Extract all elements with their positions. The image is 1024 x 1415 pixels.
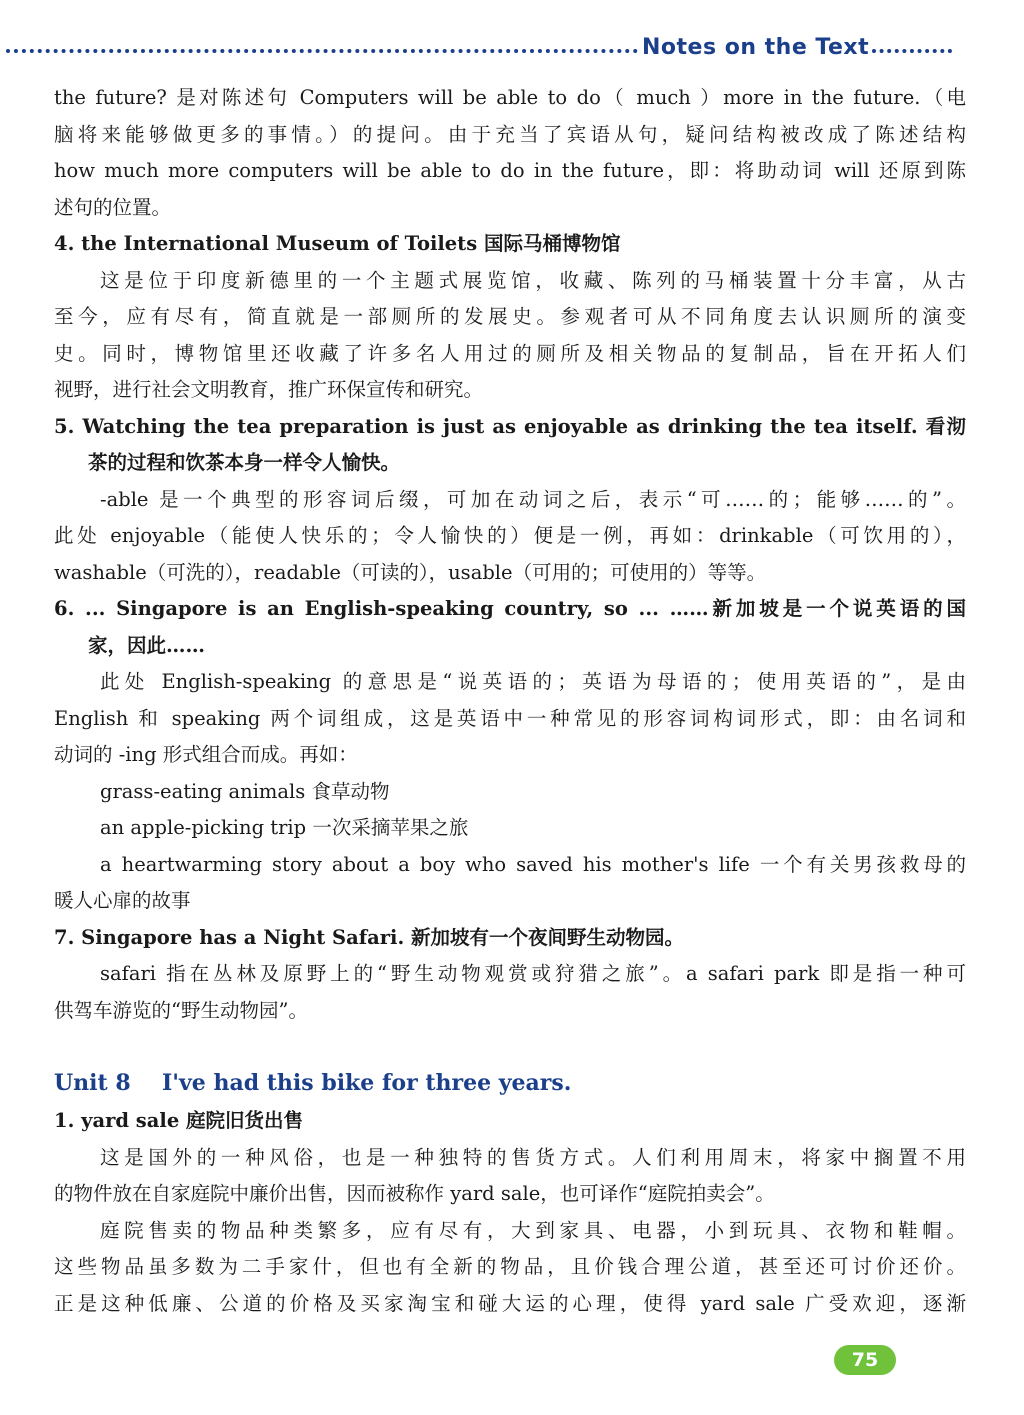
text-line: 庭院售卖的物品种类繁多，应有尽有，大到家具、电器，小到玩具、衣物和鞋帽。 — [100, 1218, 966, 1242]
text-line: 供驾车游览的“野生动物园”。 — [54, 998, 308, 1022]
text-line: the future? 是对陈述句 Computers will be able to do（ much ）more in the future.（电 — [54, 86, 966, 109]
note-4 — [54, 226, 966, 409]
text-line: 这些物品虽多数为二手家什，但也有全新的物品，且价钱合理公道，甚至还可讨价还价。 — [54, 1255, 966, 1278]
text-line: 正是这种低廉、公道的价格及买家淘宝和碰大运的心理，使得 yard sale 广受欢迎，逐渐 — [54, 1291, 966, 1315]
note-5 — [54, 409, 966, 592]
text-line: 脑将来能够做更多的事情。）的提问。由于充当了宾语从句，疑问结构被改成了陈述结构 — [54, 122, 966, 146]
text-line: how much more computers will be able to do in the future，即：将助动词 will 还原到陈 — [54, 159, 966, 182]
note-7 — [54, 920, 966, 1030]
intro-paragraph — [54, 80, 966, 226]
text-line: safari 指在丛林及原野上的“野生动物观赏或狩猎之旅”。a safari park 即是指一种可 — [100, 962, 966, 985]
text-line: 此处 English-speaking 的意思是“说英语的；英语为母语的；使用英语的”，是由 — [100, 670, 966, 693]
example-line: a heartwarming story about a boy who saved his mother's life 一个有关男孩救母的 — [100, 852, 966, 876]
note-heading: 4. the International Museum of Toilets 国际马桶博物馆 — [54, 232, 621, 255]
header-dotted-rule-right — [872, 49, 952, 53]
text-line: 述句的位置。 — [54, 195, 172, 219]
note-heading: 1. yard sale 庭院旧货出售 — [54, 1109, 304, 1132]
note-heading: 6. ... Singapore is an English-speaking country, so ... ……新加坡是一个说英语的国 — [54, 597, 966, 620]
note-heading-cont: 家，因此…… — [88, 633, 206, 657]
header-dotted-rule-left — [6, 49, 638, 53]
page-number-badge: 75 — [834, 1345, 896, 1375]
text-line: 这是国外的一种风俗，也是一种独特的售货方式。人们利用周末，将家中搁置不用 — [100, 1145, 966, 1169]
text-line: 视野，进行社会文明教育，推广环保宣传和研究。 — [54, 378, 484, 401]
running-header — [0, 30, 1024, 70]
note-heading: 5. Watching the tea preparation is just as enjoyable as drinking the tea itself. 看沏 — [54, 414, 966, 438]
example-line: grass-eating animals 食草动物 — [100, 779, 390, 803]
note-6 — [54, 591, 966, 920]
note-heading-cont: 茶的过程和饮茶本身一样令人愉快。 — [88, 451, 401, 474]
text-line: 动词的 -ing 形式组合而成。再如： — [54, 743, 358, 766]
text-line: 这是位于印度新德里的一个主题式展览馆，收藏、陈列的马桶装置十分丰富，从古 — [100, 268, 966, 292]
unit-heading — [54, 1063, 966, 1103]
example-line: an apple-picking trip 一次采摘苹果之旅 — [100, 816, 469, 839]
unit-number: Unit 8 — [54, 1070, 131, 1096]
text-line: 的物件放在自家庭院中廉价出售，因而被称作 yard sale，也可译作“庭院拍卖会”。 — [54, 1182, 775, 1205]
note-heading: 7. Singapore has a Night Safari. 新加坡有一个夜间野生动物园。 — [54, 925, 685, 949]
page-body — [54, 80, 966, 1322]
text-line: -able 是一个典型的形容词后缀，可加在动词之后，表示“可……的；能够……的”。 — [100, 487, 966, 511]
text-line: English 和 speaking 两个词组成，这是英语中一种常见的形容词构词形式，即：由名词和 — [54, 706, 966, 730]
text-line: washable（可洗的），readable（可读的），usable（可用的；可使用的）等等。 — [54, 560, 767, 584]
example-line-cont: 暖人心扉的故事 — [54, 889, 191, 912]
header-title: Notes on the Text — [642, 35, 870, 60]
text-line: 史。同时，博物馆里还收藏了许多名人用过的厕所及相关物品的复制品，旨在开拓人们 — [54, 341, 966, 365]
text-line: 此处 enjoyable（能使人快乐的；令人愉快的）便是一例，再如：drinkable（可饮用的）， — [54, 524, 966, 547]
unit-title: I've had this bike for three years. — [162, 1070, 572, 1096]
unit8-note-1 — [54, 1103, 966, 1322]
text-line: 至今，应有尽有，简直就是一部厕所的发展史。参观者可从不同角度去认识厕所的演变 — [54, 305, 966, 328]
